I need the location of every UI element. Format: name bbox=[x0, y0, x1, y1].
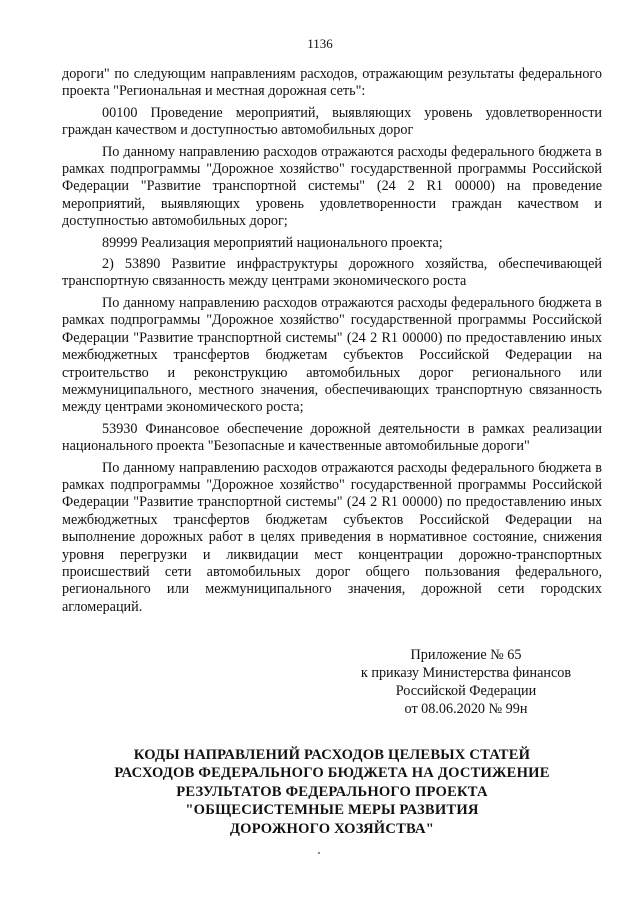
appendix-reference bbox=[350, 646, 582, 718]
paragraph-7: 53930 Финансовое обеспечение дорожной деятельности в рамках реализации национального проекта "Безопасные и качественные автомобильные дороги" bbox=[62, 420, 602, 455]
paragraph-1: дороги" по следующим направлениям расходов, отражающим результаты федерального проекта "Региональная и местная дорожная сеть": bbox=[62, 66, 602, 100]
title-line: КОДЫ НАПРАВЛЕНИЙ РАСХОДОВ ЦЕЛЕВЫХ СТАТЕЙ bbox=[133, 747, 531, 763]
paragraph-2: 00100 Проведение мероприятий, выявляющих уровень удовлетворенности граждан качеством и доступностью автомобильных дорог bbox=[62, 104, 602, 139]
appendix-line: к приказу Министерства финансов bbox=[360, 665, 572, 681]
scan-speck bbox=[318, 852, 320, 854]
paragraph-6: По данному направлению расходов отражаются расходы федерального бюджета в рамках подпрограммы "Дорожное хозяйство" государственной программы Российской Федерации "Развитие транспортной системы" (24 2 R1 00000) по предоставлению иных межбюджетных трансфертов бюджетам субъектов Российской Федерации на строительство и реконструкцию автомобильных дорог регионального или межмуниципального, местного значения, обеспечивающих транспортную связанность между центрами экономического роста; bbox=[62, 294, 602, 416]
appendix-line: Российской Федерации bbox=[395, 683, 537, 699]
paragraph-5: 2) 53890 Развитие инфраструктуры дорожного хозяйства, обеспечивающей транспортную связанность между центрами экономического роста bbox=[62, 256, 602, 290]
paragraph-8: По данному направлению расходов отражаются расходы федерального бюджета в рамках подпрограммы "Дорожное хозяйство" государственной программы Российской Федерации "Развитие транспортной системы" (24 2 R1 00000) по предоставлению иных межбюджетных трансфертов бюджетам субъектов Российской Федерации на выполнение дорожных работ в целях приведения в нормативное состояние, снижения уровня перегрузки и ликвидации мест концентрации дорожно-транспортных происшествий сети автомобильных дорог общего пользования федерального, регионального или межмуниципального значения, дорожной сети городских агломераций. bbox=[62, 459, 602, 615]
title-line: РАСХОДОВ ФЕДЕРАЛЬНОГО БЮДЖЕТА НА ДОСТИЖЕНИЕ bbox=[114, 765, 550, 782]
appendix-line: Приложение № 65 bbox=[410, 647, 522, 663]
title-line: РЕЗУЛЬТАТОВ ФЕДЕРАЛЬНОГО ПРОЕКТА bbox=[176, 783, 488, 800]
body-text bbox=[62, 66, 602, 616]
paragraph-4: 89999 Реализация мероприятий национального проекта; bbox=[102, 234, 443, 251]
title-line: "ОБЩЕСИСТЕМНЫЕ МЕРЫ РАЗВИТИЯ bbox=[185, 802, 479, 819]
document-title bbox=[62, 746, 602, 838]
appendix-line: от 08.06.2020 № 99н bbox=[404, 701, 528, 717]
title-line: ДОРОЖНОГО ХОЗЯЙСТВА" bbox=[229, 820, 435, 837]
page-number: 1136 bbox=[307, 36, 333, 51]
paragraph-3: По данному направлению расходов отражаются расходы федерального бюджета в рамках подпрограммы "Дорожное хозяйство" государственной программы Российской Федерации "Развитие транспортной системы" (24 2 R1 00000) на проведение мероприятий, выявляющих уровень удовлетворенности граждан качеством и доступностью автомобильных дорог; bbox=[62, 143, 602, 230]
